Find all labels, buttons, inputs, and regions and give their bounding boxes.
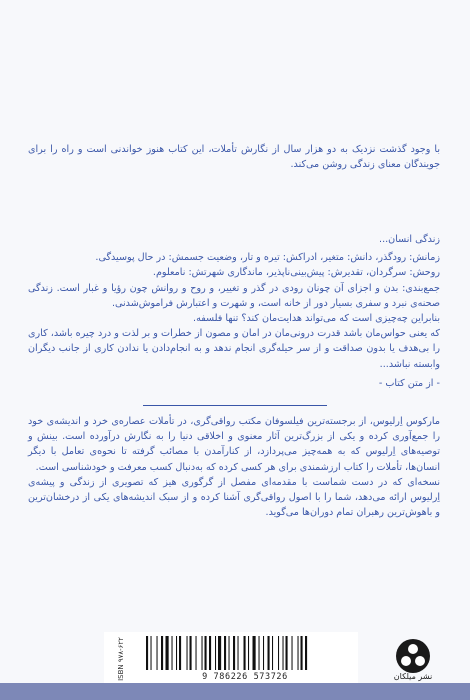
quote-source: - از متن کتاب -: [378, 377, 440, 389]
quote-question: بنابراین چه‌چیزی است که می‌تواند هدایت‌مان کند؟ تنها فلسفه.: [193, 313, 440, 325]
about-paragraph-1: مارکوس اِرلیوس، از برجسته‌ترین فیلسوفان مکتب رواقی‌گری، در تأملات عصاره‌ی خرد و اندیشه‌ی خود را جمع‌آوری کرده و یکی از بزرگ‌ترین آثار معنوی و اخلاقی دنیا را به نگارش درآورده است. بینش و توصیه‌های اِرلیوس که به همه‌چیز می‌پردازد، از کنارآمدن با مصائب گرفته تا نحوه‌ی تعامل با دیگر انسان‌ها، تأملات را کتاب ارزشمندی برای هر کسی کرده که به‌دنبال کسب معرفت و خودشناسی است.: [28, 416, 440, 473]
barcode-icon: [146, 636, 352, 672]
quote-line-soul: روحش: سرگردان، تقدیرش: پیش‌بینی‌ناپذیر، ماندگاری شهرتش: نامعلوم.: [152, 267, 440, 279]
bottom-color-strip: [0, 683, 470, 700]
intro-text: با وجود گذشت نزدیک به دو هزار سال از نگارش تأملات، این کتاب هنوز خواندنی است و راه را برای جویندگان معنای زندگی روشن می‌کند.: [28, 144, 440, 171]
publisher-logo-icon: [391, 638, 435, 674]
quote-section: [28, 232, 440, 391]
quote-answer: که یعنی حواس‌مان باشد قدرت درونی‌مان در امان و مصون از خطرات و بر لذت و درد چیره باشد، کاری را بی‌هدف یا بدون صداقت و از سر حیله‌گری انجام ندهد و به انجام‌دادن یا ندادن کاری از جانب دیگران وابسته نباشد...: [28, 328, 440, 370]
publisher-logo-label: نشر میلکان: [393, 672, 433, 681]
intro-paragraph: [28, 142, 440, 172]
quote-heading: زندگی انسان...: [379, 234, 440, 245]
section-divider: [143, 405, 327, 406]
quote-summary: جمع‌بندی: بدن و اجزای آن چونان رودی در گذر و تغییر، و روح و روانش چون رؤیا و غبار است. زندگی صحنه‌ی نبرد و سفری بسیار دور از خانه است، و شهرت و اعتبارش فراموش‌شدنی.: [28, 282, 440, 309]
about-paragraph-2: نسخه‌ای که در دست شماست با مقدمه‌ای مفصل از گرگوری هیز که تصویری از زندگی و پیشه‌ی اِرلیوس ارائه می‌دهد، شما را با اصول رواقی‌گری آشنا کرده و از سبک اندیشه‌های یکی از درخشان‌ترین و باهوش‌ترین رهبران تمام دوران‌ها می‌گوید.: [28, 476, 440, 519]
about-section: [28, 414, 440, 520]
barcode-panel: [104, 632, 358, 686]
quote-line-time: زمانش: رودگذر، دانش: متغیر، ادراکش: تیره و تار، وضعیت جسمش: در حال پوسیدگی.: [95, 252, 440, 264]
barcode-number: 9 786226 573726: [202, 672, 288, 682]
isbn-vertical-label: ISBN ۹۷۸-۶۲۲: [117, 637, 126, 681]
